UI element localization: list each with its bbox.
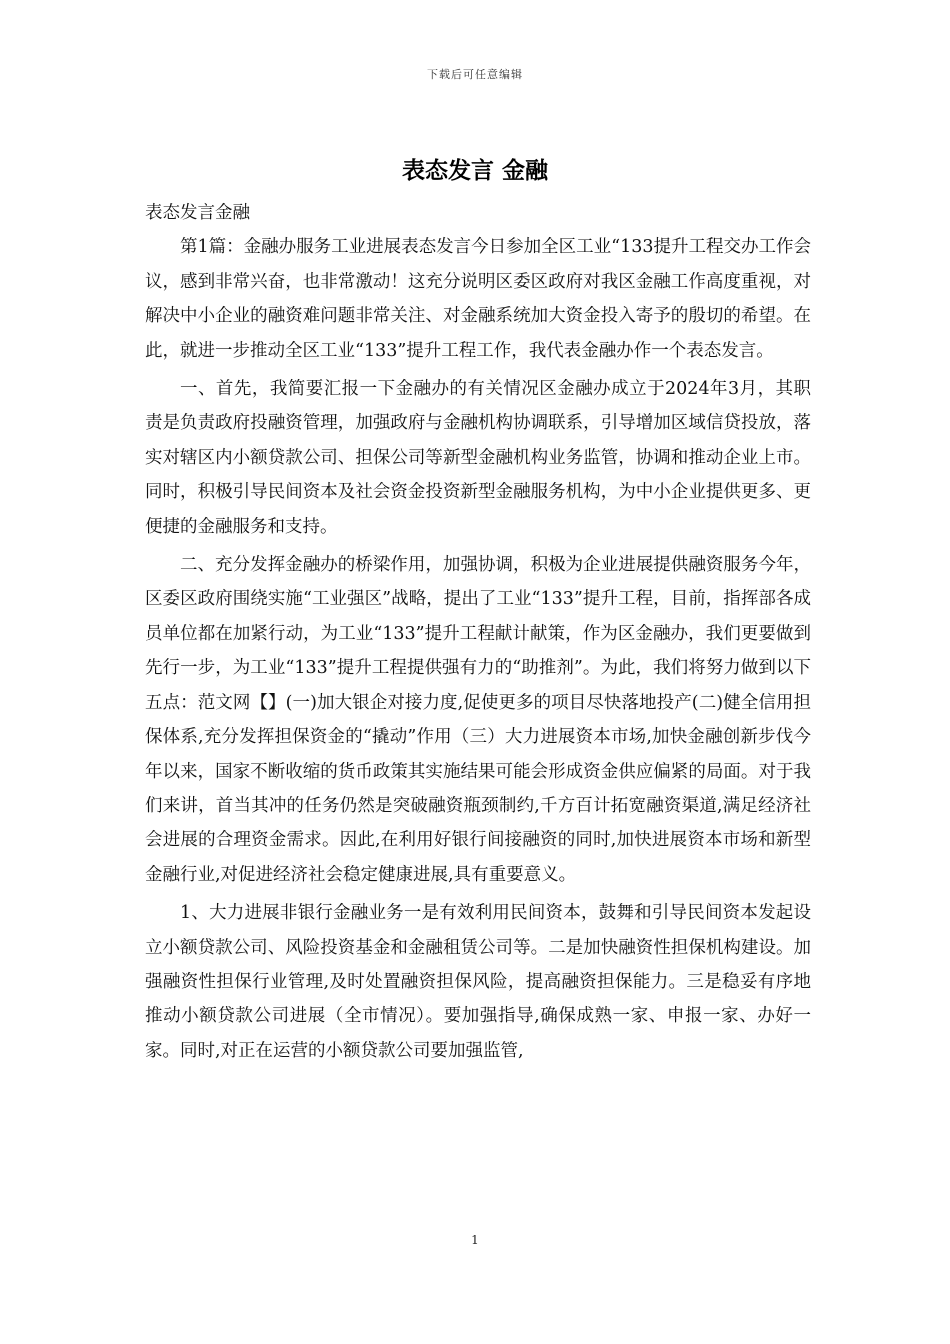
page-header-note: 下载后可任意编辑 — [427, 68, 523, 81]
paragraph-3: 二、充分发挥金融办的桥梁作用，加强协调，积极为企业进展提供融资服务今年，区委区政府围绕实施“工业强区”战略，提出了工业“133”提升工程，目前，指挥部各成员单位都在加紧行动，为工业“133”提升工程献计献策，作为区金融办，我们更要做到先行一步，为工业“133”提升工程提供强有力的“助推剂”。为此，我们将努力做到以下五点：范文网【】(一)加大银企对接力度,促使更多的项目尽快落地投产(二)健全信用担保体系,充分发挥担保资金的“撬动”作用（三）大力进展资本市场,加快金融创新步伐今年以来，国家不断收缩的货币政策其实施结果可能会形成资金供应偏紧的局面。对于我们来讲，首当其冲的任务仍然是突破融资瓶颈制约,千方百计拓宽融资渠道,满足经济社会进展的合理资金需求。因此,在利用好银行间接融资的同时,加快进展资本市场和新型金融行业,对促进经济社会稳定健康进展,具有重要意义。 — [145, 555, 811, 885]
paragraph-1: 第1篇：金融办服务工业进展表态发言今日参加全区工业“133提升工程交办工作会议，感到非常兴奋，也非常激动！这充分说明区委区政府对我区金融工作高度重视，对解决中小企业的融资难问题非常关注、对金融系统加大资金投入寄予的殷切的希望。在此，就进一步推动全区工业“133”提升工程工作，我代表金融办作一个表态发言。 — [145, 237, 811, 361]
paragraph-4: 1、大力进展非银行金融业务一是有效利用民间资本，鼓舞和引导民间资本发起设立小额贷款公司、风险投资基金和金融租赁公司等。二是加快融资性担保机构建设。加强融资性担保行业管理,及时处置融资担保风险，提高融资担保能力。三是稳妥有序地推动小额贷款公司进展（全市情况）。要加强指导,确保成熟一家、申报一家、办好一家。同时,对正在运营的小额贷款公司要加强监管, — [145, 903, 811, 1061]
paragraph-2: 一、首先，我简要汇报一下金融办的有关情况区金融办成立于2024年3月，其职责是负责政府投融资管理，加强政府与金融机构协调联系，引导增加区域信贷投放，落实对辖区内小额贷款公司、担保公司等新型金融机构业务监管，协调和推动企业上市。同时，积极引导民间资本及社会资金投资新型金融服务机构，为中小企业提供更多、更便捷的金融服务和支持。 — [145, 379, 811, 537]
document-title: 表态发言 金融 — [401, 158, 548, 184]
page-number: 1 — [471, 1233, 479, 1247]
document-body — [145, 196, 811, 1072]
document-subtitle: 表态发言金融 — [145, 203, 250, 223]
